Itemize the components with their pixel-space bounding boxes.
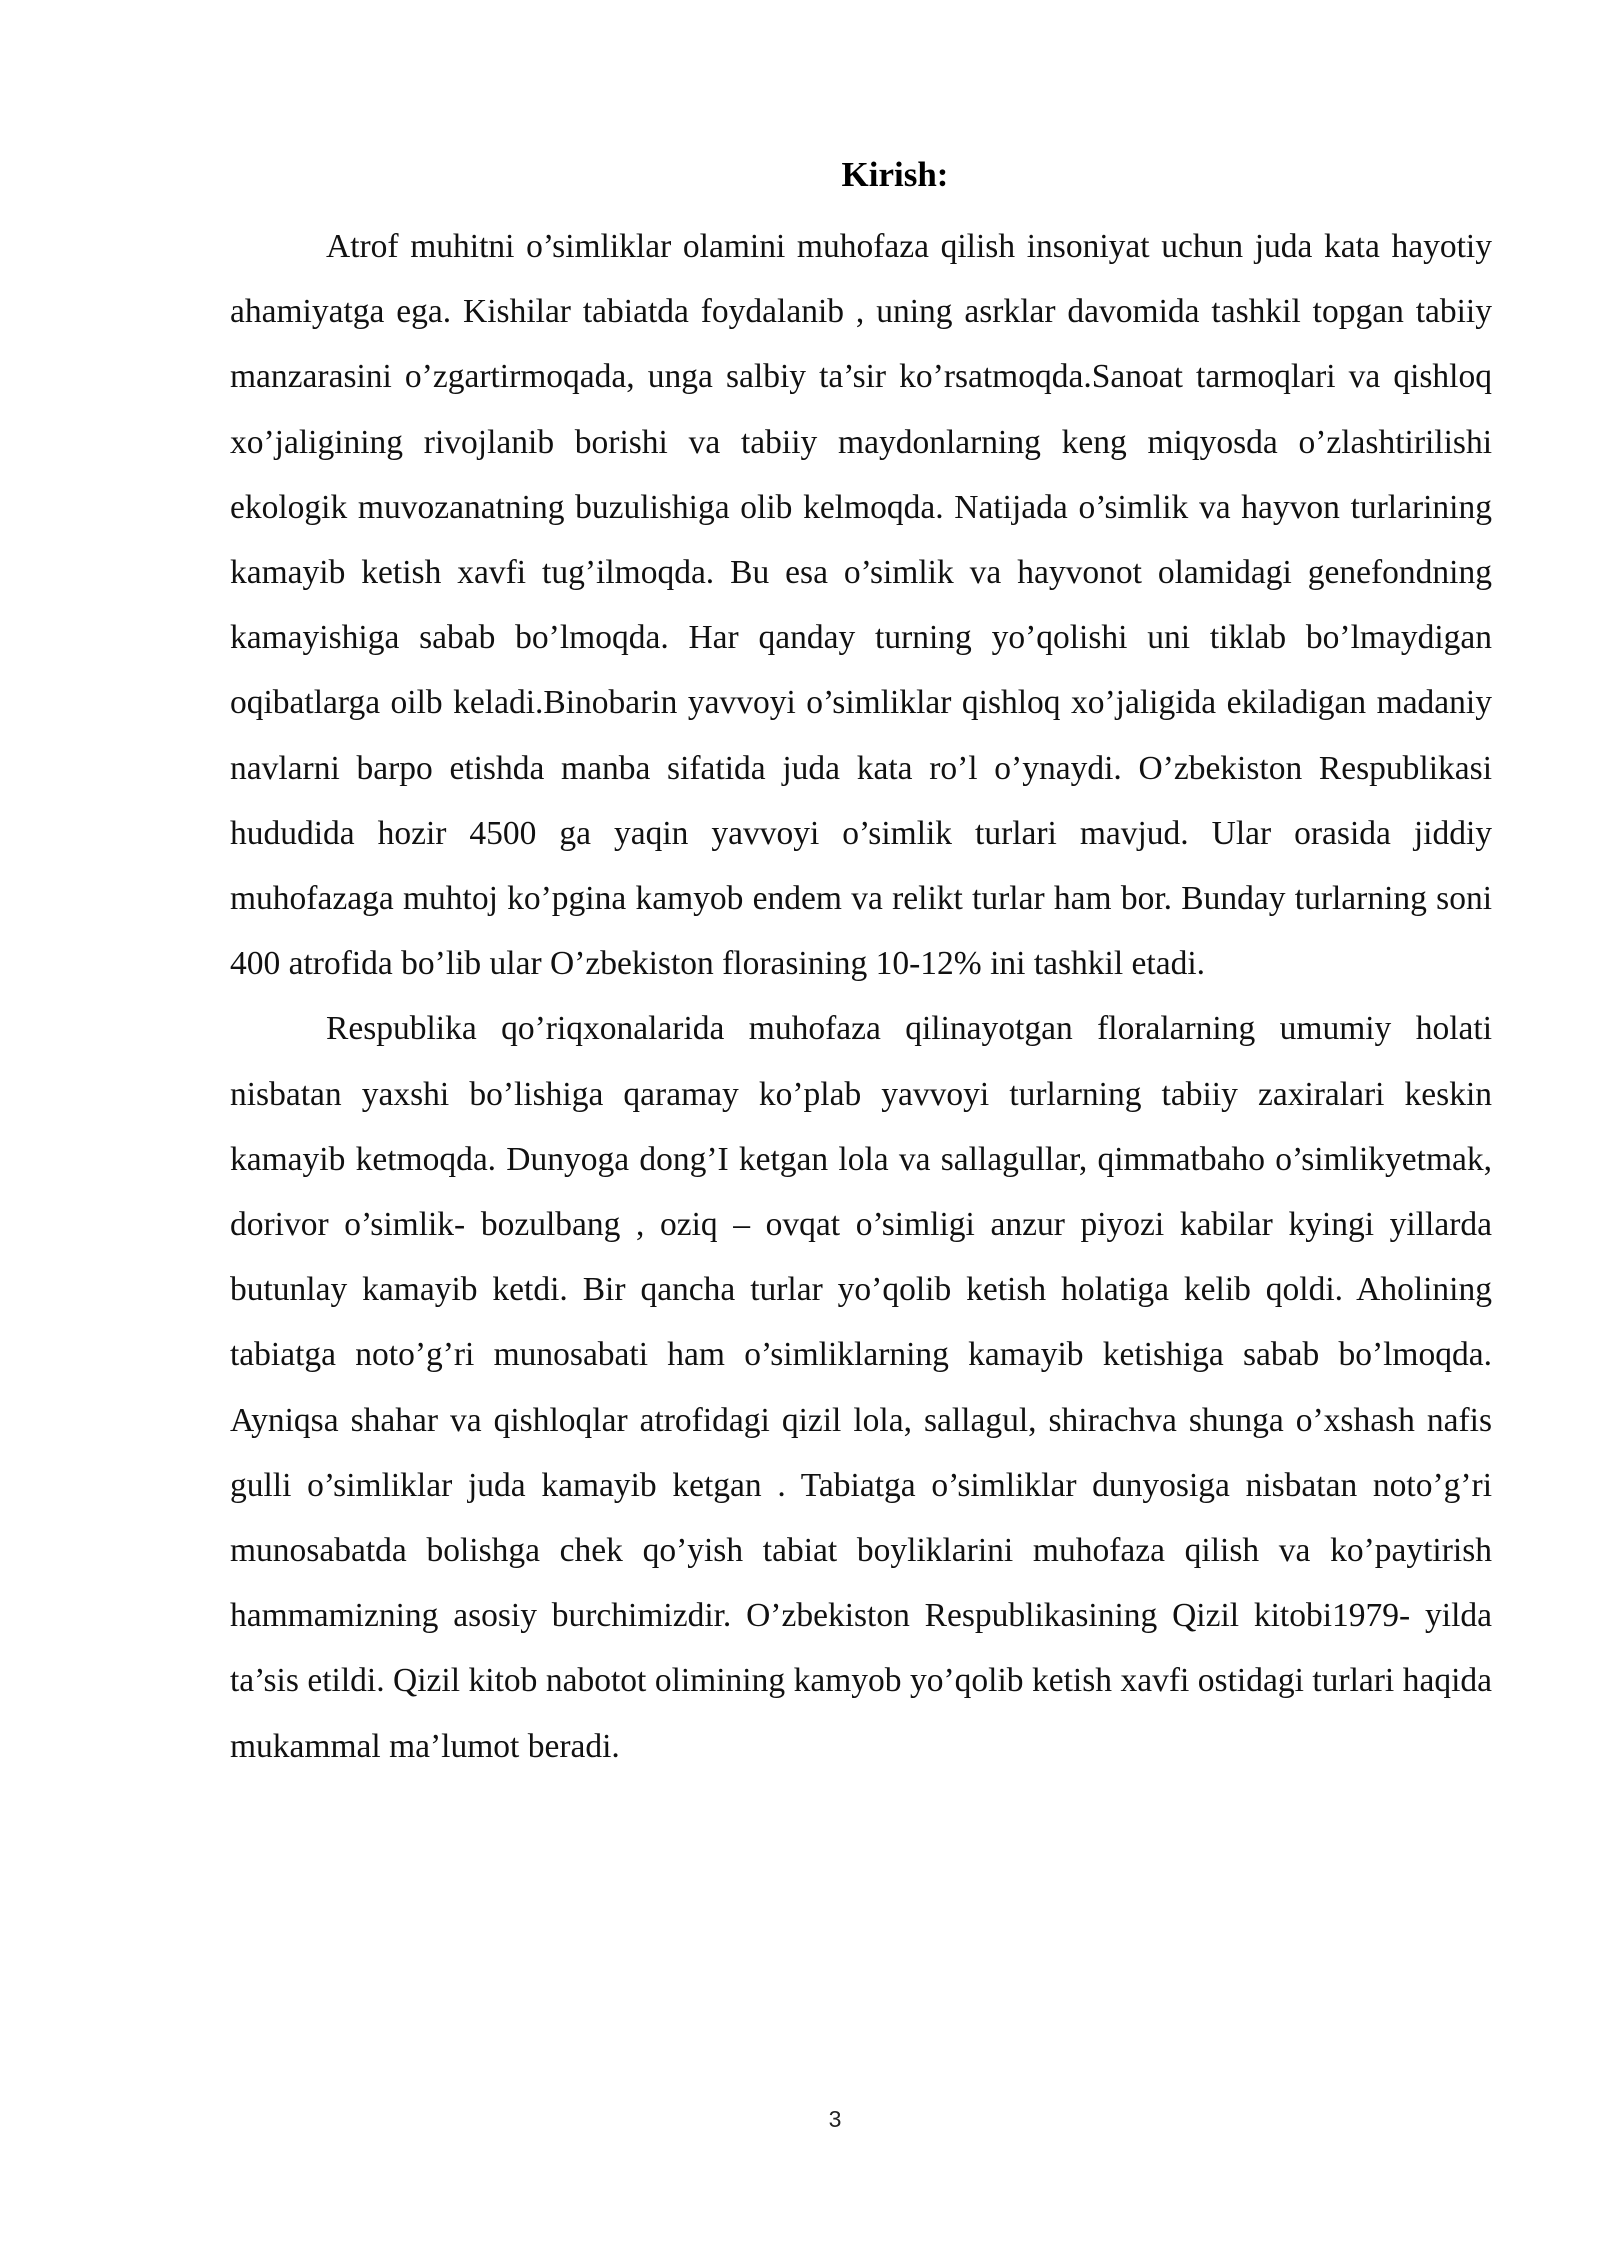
section-heading: Kirish: <box>841 155 949 194</box>
paragraph-1: Atrof muhitni o’simliklar olamini muhofaza qilish insoniyat uchun juda kata hayotiy ahamiyatga ega. Kishilar tabiatda foydalanib , uning asrklar davomida tashkil topgan tabiiy manzarasini o’zgartirmoqada, unga salbiy ta’sir ko’rsatmoqda.Sanoat tarmoqlari va qishloq xo’jaligining rivojlanib borishi va tabiiy maydonlarning keng miqyosda o’zlashtirilishi ekologik muvozanatning buzulishiga olib kelmoqda. Natijada o’simlik va hayvon turlarining kamayib ketish xavfi tug’ilmoqda. Bu esa o’simlik va hayvonot olamidagi genefondning kamayishiga sabab bo’lmoqda. Har qanday turning yo’qolishi uni tiklab bo’lmaydigan oqibatlarga oilb keladi.Binobarin yavvoyi o’simliklar qishloq xo’jaligida ekiladigan madaniy navlarni barpo etishda manba sifatida juda kata ro’l o’ynaydi. O’zbekiston Respublikasi hududida hozir 4500 ga yaqin yavvoyi o’simlik turlari mavjud. Ular orasida jiddiy muhofazaga muhtoj ko’pgina kamyob endem va relikt turlar ham bor. Bunday turlarning soni 400 atrofida bo’lib ular O’zbekiston florasining 10-12% ini tashkil etadi. <box>230 228 1492 983</box>
paragraph-2: Respublika qo’riqxonalarida muhofaza qilinayotgan floralarning umumiy holati nisbatan yaxshi bo’lishiga qaramay ko’plab yavvoyi turlarning tabiiy zaxiralari keskin kamayib ketmoqda. Dunyoga dong’I ketgan lola va sallagullar, qimmatbaho o’simlikyetmak, dorivor o’simlik- bozulbang , oziq – ovqat o’simligi anzur piyozi kabilar kyingi yillarda butunlay kamayib ketdi. Bir qancha turlar yo’qolib ketish holatiga kelib qoldi. Aholining tabiatga noto’g’ri munosabati ham o’simliklarning kamayib ketishiga sabab bo’lmoqda. Ayniqsa shahar va qishloqlar atrofidagi qizil lola, sallagul, shirachva shunga o’xshash nafis gulli o’simliklar juda kamayib ketgan . Tabiatga o’simliklar dunyosiga nisbatan noto’g’ri munosabatda bolishga chek qo’yish tabiat boyliklarini muhofaza qilish va ko’paytirish hammamizning asosiy burchimizdir. O’zbekiston Respublikasining Qizil kitobi1979- yilda ta’sis etildi. Qizil kitob nabotot olimining kamyob yo’qolib ketish xavfi ostidagi turlari haqida mukammal ma’lumot beradi. <box>230 1010 1492 1765</box>
document-body <box>230 214 1492 1779</box>
page-number: 3 <box>828 2106 842 2132</box>
